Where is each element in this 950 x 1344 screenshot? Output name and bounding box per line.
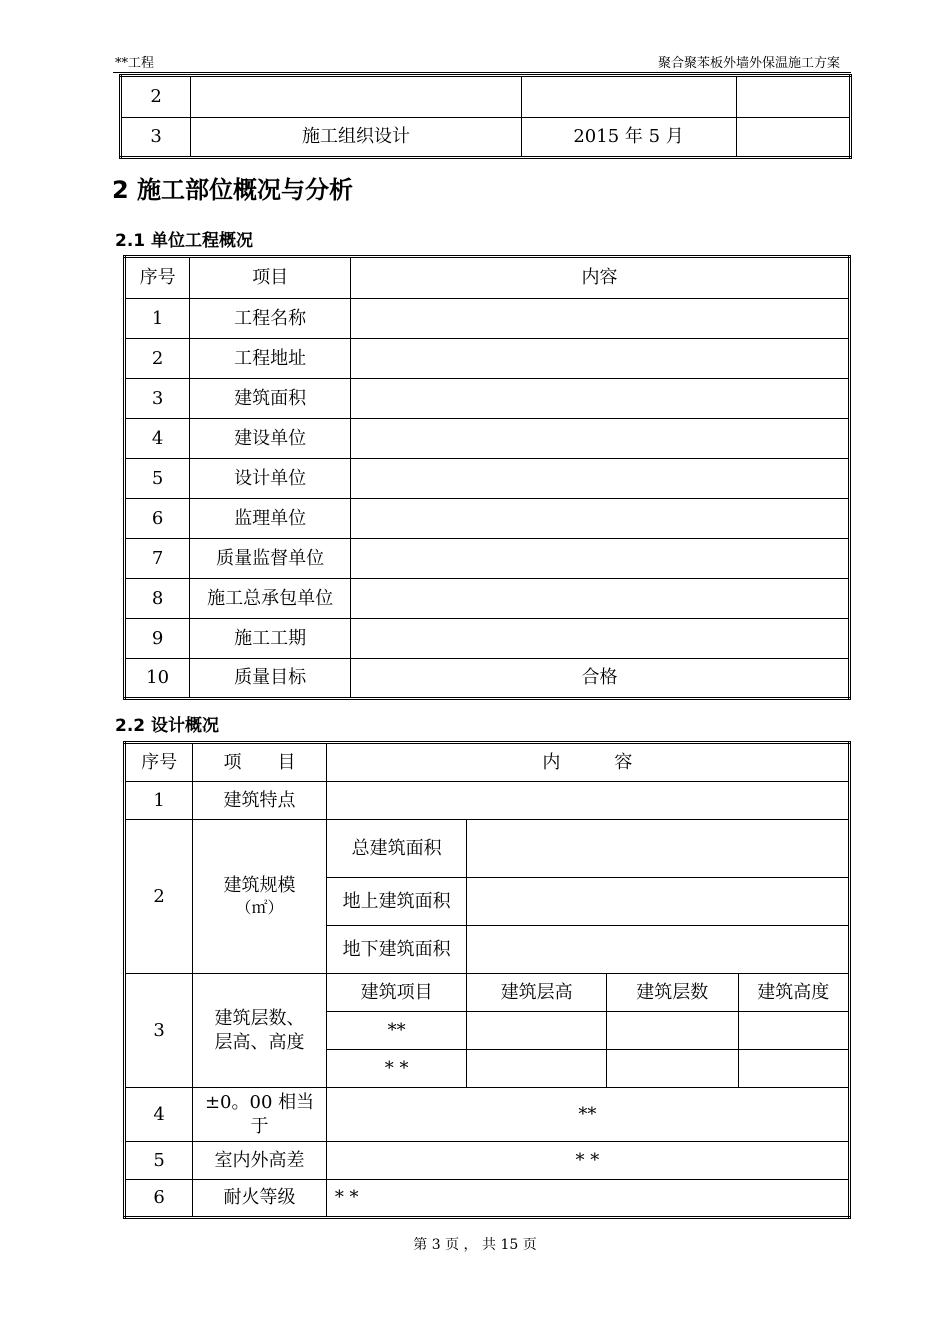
- row-item-line2: 于: [250, 1115, 269, 1137]
- subsection-heading: 2.2 设计概况: [115, 716, 220, 736]
- table-row: [125, 1180, 850, 1218]
- row-number: 2: [125, 820, 193, 974]
- row-item: 建筑面积: [190, 379, 351, 419]
- row-content: [326, 782, 849, 820]
- cell: [738, 1012, 850, 1050]
- table-header-row: [125, 743, 850, 782]
- row-item-line1: 建筑规模: [223, 875, 296, 897]
- row-item: 建筑特点: [193, 782, 327, 820]
- header-left: **工程: [115, 56, 155, 71]
- table-row: [125, 659, 850, 699]
- row-content: * *: [326, 1180, 849, 1218]
- row-number: 3: [121, 118, 191, 158]
- row-item: 施工总承包单位: [190, 579, 351, 619]
- document-name: [191, 76, 521, 118]
- table-row: [125, 619, 850, 659]
- row-number: 1: [125, 299, 190, 339]
- header-content: 内 容: [326, 743, 849, 782]
- row-item: [193, 974, 327, 1088]
- row-content: [350, 419, 849, 459]
- sub-label: 地上建筑面积: [326, 878, 467, 926]
- cell: * *: [326, 1050, 467, 1088]
- row-number: 5: [125, 1142, 193, 1180]
- row-number: 2: [125, 339, 190, 379]
- row-content: 合格: [350, 659, 849, 699]
- header-item: 项目: [190, 257, 351, 299]
- table-row: [121, 76, 851, 118]
- row-item: [193, 820, 327, 974]
- sub-value: [467, 820, 850, 878]
- col-header: 建筑层数: [606, 974, 738, 1012]
- row-content: [350, 619, 849, 659]
- row-number: 3: [125, 974, 193, 1088]
- row-item: 工程名称: [190, 299, 351, 339]
- header-item: 项 目: [193, 743, 327, 782]
- row-item: 设计单位: [190, 459, 351, 499]
- sub-value: [467, 926, 850, 974]
- cell: [467, 1050, 607, 1088]
- row-item: 质量监督单位: [190, 539, 351, 579]
- row-number: 2: [121, 76, 191, 118]
- header-right: 聚合聚苯板外墙外保温施工方案: [657, 56, 840, 71]
- table-row: [125, 820, 850, 878]
- sub-label: 总建筑面积: [326, 820, 467, 878]
- row-content: [350, 579, 849, 619]
- table-row: [125, 379, 850, 419]
- sub-label: 地下建筑面积: [326, 926, 467, 974]
- row-content: [350, 539, 849, 579]
- header-divider: [113, 72, 851, 73]
- table-row: [125, 579, 850, 619]
- row-item: 工程地址: [190, 339, 351, 379]
- table-row: [125, 299, 850, 339]
- row-content: **: [326, 1088, 849, 1142]
- row-content: [350, 339, 849, 379]
- section-heading: 2 施工部位概况与分析: [112, 176, 354, 204]
- project-overview-table: [123, 255, 851, 700]
- row-content: * *: [326, 1142, 849, 1180]
- row-item: 建设单位: [190, 419, 351, 459]
- table-row: [125, 539, 850, 579]
- page-number-footer: 第 3 页 ， 共 15 页: [413, 1237, 537, 1253]
- col-header: 建筑高度: [738, 974, 850, 1012]
- row-item: 施工工期: [190, 619, 351, 659]
- document-note: [736, 118, 851, 158]
- row-content: [350, 379, 849, 419]
- row-item-line1: ±0。00 相当: [204, 1092, 315, 1114]
- document-date: [521, 76, 736, 118]
- table-row: [125, 1142, 850, 1180]
- design-overview-table: [123, 741, 851, 1219]
- cell: [606, 1050, 738, 1088]
- cell: [467, 1012, 607, 1050]
- row-content: [350, 299, 849, 339]
- row-item: 室内外高差: [193, 1142, 327, 1180]
- header-no: 序号: [125, 257, 190, 299]
- row-item-line2: （㎡）: [235, 897, 284, 917]
- row-number: 3: [125, 379, 190, 419]
- row-number: 8: [125, 579, 190, 619]
- table-row: [125, 419, 850, 459]
- table-row: [121, 118, 851, 158]
- table-row: [125, 499, 850, 539]
- row-content: [350, 459, 849, 499]
- row-number: 6: [125, 499, 190, 539]
- cell: [606, 1012, 738, 1050]
- table-row: [125, 974, 850, 1012]
- row-item-line1: 建筑层数、: [214, 1008, 305, 1030]
- row-content: [350, 499, 849, 539]
- document-list-table: [119, 74, 852, 159]
- row-number: 10: [125, 659, 190, 699]
- table-row: [125, 459, 850, 499]
- table-header-row: [125, 257, 850, 299]
- row-number: 4: [125, 419, 190, 459]
- row-number: 1: [125, 782, 193, 820]
- row-number: 6: [125, 1180, 193, 1218]
- document-note: [736, 76, 851, 118]
- sub-value: [467, 878, 850, 926]
- table-row: [125, 339, 850, 379]
- col-header: 建筑层高: [467, 974, 607, 1012]
- document-date: 2015 年 5 月: [521, 118, 736, 158]
- row-item: [193, 1088, 327, 1142]
- header-content: 内容: [350, 257, 849, 299]
- row-number: 5: [125, 459, 190, 499]
- row-item: 耐火等级: [193, 1180, 327, 1218]
- row-item: 质量目标: [190, 659, 351, 699]
- cell: [738, 1050, 850, 1088]
- row-item-line2: 层高、高度: [214, 1031, 305, 1053]
- row-item: 监理单位: [190, 499, 351, 539]
- table-row: [125, 782, 850, 820]
- table-row: [125, 1088, 850, 1142]
- document-name: 施工组织设计: [191, 118, 521, 158]
- header-no: 序号: [125, 743, 193, 782]
- row-number: 7: [125, 539, 190, 579]
- cell: **: [326, 1012, 467, 1050]
- col-header: 建筑项目: [326, 974, 467, 1012]
- subsection-heading: 2.1 单位工程概况: [115, 231, 254, 251]
- row-number: 9: [125, 619, 190, 659]
- row-number: 4: [125, 1088, 193, 1142]
